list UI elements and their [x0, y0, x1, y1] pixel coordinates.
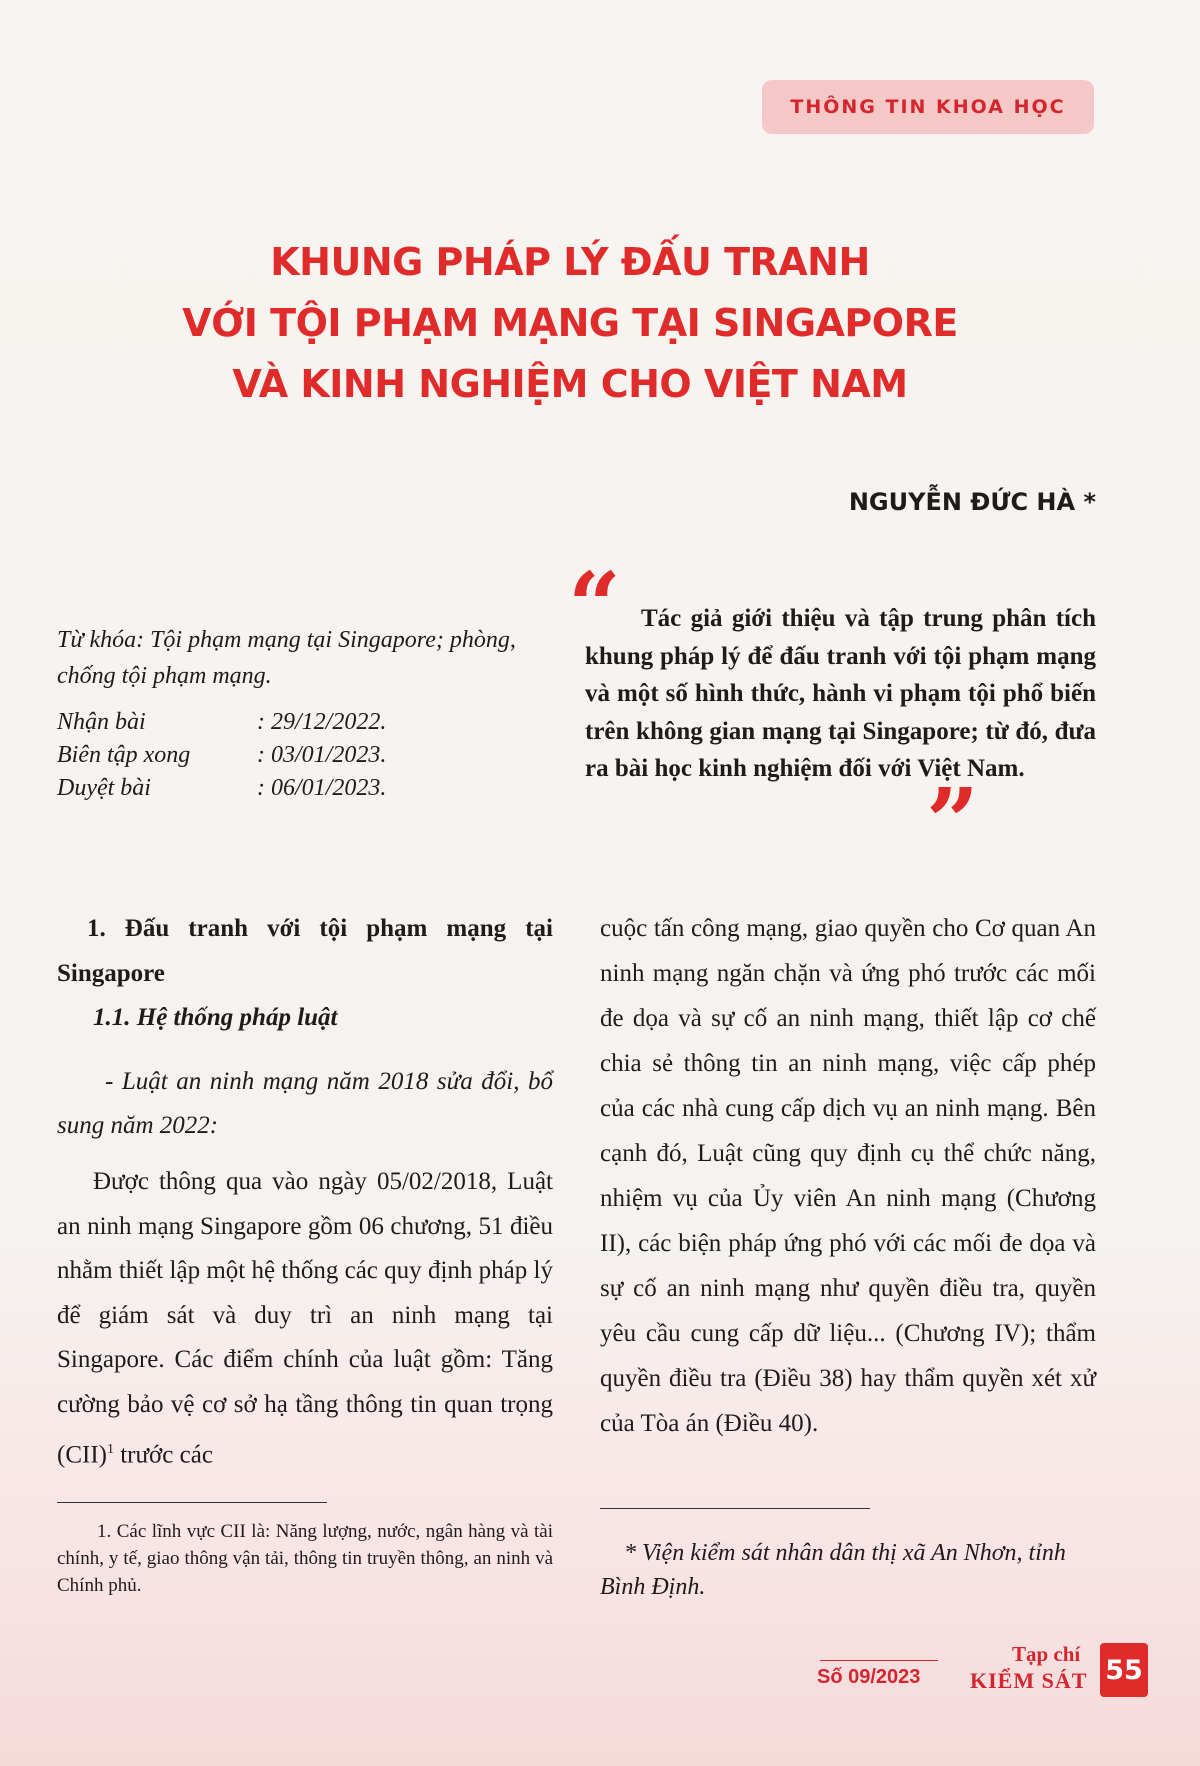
footer-divider [820, 1660, 938, 1661]
author-name: NGUYỄN ĐỨC HÀ * [848, 488, 1096, 516]
keywords: Từ khóa: Tội phạm mạng tại Singapore; phòng, chống tội phạm mạng. [57, 627, 516, 689]
section-badge: THÔNG TIN KHOA HỌC [762, 80, 1094, 134]
date-value: : 29/12/2022. [257, 709, 387, 735]
article-title [140, 232, 1000, 415]
magazine-name-line-1: Tạp chí [1012, 1642, 1081, 1666]
body-paragraph-left [57, 1160, 553, 1477]
section-heading-1-1: 1.1. Hệ thống pháp luật [93, 1004, 338, 1031]
date-label: Duyệt bài [57, 775, 151, 801]
footnote-left: 1. Các lĩnh vực CII là: Năng lượng, nước, ngân hàng và tài chính, y tế, giao thông vận tải, thông tin truyền thông, an ninh và Chính phủ. [57, 1521, 553, 1596]
date-row-received [57, 706, 553, 739]
paragraph-text: Được thông qua vào ngày 05/02/2018, Luật an ninh mạng Singapore gồm 06 chương, 51 điều nhằm thiết lập một hệ thống các quy định pháp lý để giám sát và duy trì an ninh mạng tại Singapore. Các điểm chính của luật gồm: Tăng cường bảo vệ cơ sở hạ tầng thông tin quan trọng (CII) [57, 1168, 553, 1468]
title-line-1: KHUNG PHÁP LÝ ĐẤU TRANH [270, 240, 870, 284]
date-row-approved [57, 772, 553, 805]
date-value: : 03/01/2023. [257, 742, 387, 768]
magazine-name-line-2: KIỂM SÁT [970, 1668, 1088, 1693]
title-line-3: VÀ KINH NGHIỆM CHO VIỆT NAM [232, 362, 908, 406]
article-dates [57, 706, 553, 805]
footnote-divider-right [600, 1508, 870, 1509]
open-quote-icon: “ [568, 552, 621, 660]
issue-number: Số 09/2023 [817, 1666, 921, 1688]
footnote-divider-left [57, 1502, 327, 1503]
date-row-edited [57, 739, 553, 772]
body-paragraph-right: cuộc tấn công mạng, giao quyền cho Cơ quan An ninh mạng ngăn chặn và ứng phó trước các mối đe dọa và sự cố an ninh mạng, thiết lập cơ chế chia sẻ thông tin an ninh mạng, việc cấp phép của các nhà cung cấp dịch vụ an ninh mạng. Bên cạnh đó, Luật cũng quy định cụ thể chức năng, nhiệm vụ của Ủy viên An ninh mạng (Chương II), các biện pháp ứng phó với các mối đe dọa và sự cố an ninh mạng như quyền điều tra, quyền yêu cầu cung cấp dữ liệu... (Chương IV); thẩm quyền điều tra (Điều 38) hay thẩm quyền xét xử của Tòa án (Điều 40). [600, 915, 1096, 1437]
date-label: Biên tập xong [57, 742, 191, 768]
date-label: Nhận bài [57, 709, 146, 735]
close-quote-icon: ” [926, 768, 979, 876]
footnote-ref: 1 [106, 1441, 114, 1457]
title-line-2: VỚI TỘI PHẠM MẠNG TẠI SINGAPORE [182, 301, 958, 345]
section-heading-1: 1. Đấu tranh với tội phạm mạng tại Singapore [57, 915, 553, 987]
law-name: - Luật an ninh mạng năm 2018 sửa đổi, bổ sung năm 2022: [57, 1068, 553, 1139]
page-number: 55 [1100, 1643, 1148, 1697]
paragraph-text-end: trước các [113, 1440, 213, 1468]
date-value: : 06/01/2023. [257, 775, 387, 801]
abstract: Tác giả giới thiệu và tập trung phân tích khung pháp lý để đấu tranh với tội phạm mạng và một số hình thức, hành vi phạm tội phổ biến trên không gian mạng tại Singapore; từ đó, đưa ra bài học kinh nghiệm đối với Việt Nam. [585, 605, 1096, 782]
author-affiliation-note: * Viện kiểm sát nhân dân thị xã An Nhơn, tỉnh Bình Định. [600, 1540, 1066, 1600]
